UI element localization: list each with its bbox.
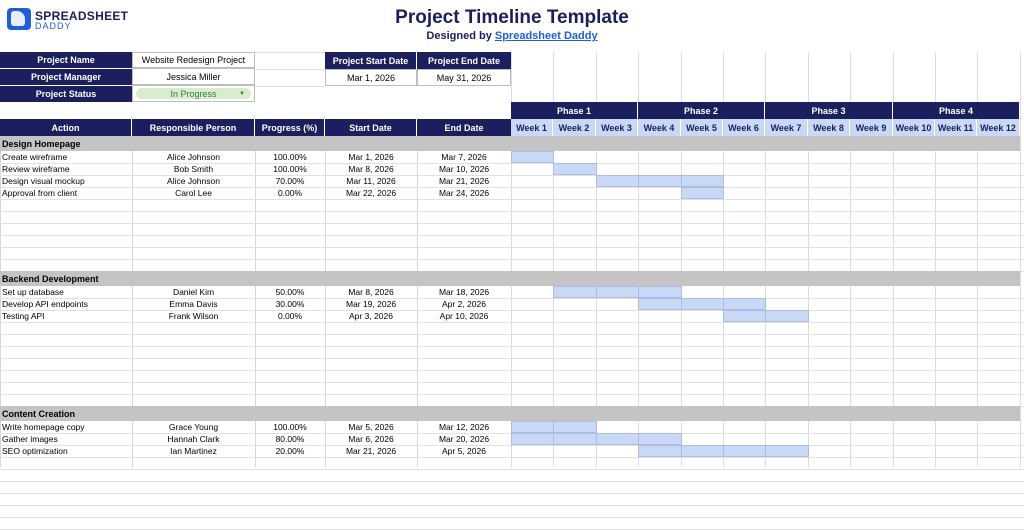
week-header-7: Week 7 [765,119,808,136]
gantt-bar [638,298,682,310]
row-line [0,505,1024,506]
grid-row-line [255,86,325,87]
table-row[interactable] [0,445,1020,457]
row-line [0,247,1024,248]
task-start: Mar 21, 2026 [345,446,397,456]
project-end-value[interactable]: May 31, 2026 [417,69,511,86]
gantt-bar [511,151,554,163]
col-header-start: Start Date [325,119,417,136]
logo-text-top: SPREADSHEET [35,9,129,23]
task-person: Alice Johnson [167,152,220,162]
task-person: Alice Johnson [167,176,220,186]
task-start: Mar 8, 2026 [348,287,394,297]
phase-header-3: Phase 3 [765,102,893,119]
task-start: Mar 6, 2026 [348,434,394,444]
project-status-value: In Progress [170,88,217,99]
task-end: Apr 10, 2026 [439,311,489,321]
gantt-bar [511,421,554,433]
week-header-10: Week 10 [893,119,935,136]
col-header-action: Action [0,119,132,136]
gantt-bar [681,298,724,310]
task-progress: 20.00% [275,446,305,456]
task-start: Mar 1, 2026 [348,152,394,162]
phase-header-4: Phase 4 [893,102,1020,119]
status-chip[interactable] [136,88,251,99]
task-person: Frank Wilson [168,311,219,321]
gantt-bar [596,175,639,187]
gantt-bar [765,445,809,457]
dropdown-arrow-icon[interactable]: ▼ [239,90,245,97]
col-header-end: End Date [417,119,511,136]
row-line [0,469,1024,470]
task-action: Testing API [2,311,45,321]
task-action: Create wireframe [2,152,68,162]
table-row[interactable] [0,163,1020,175]
row-line [0,517,1024,518]
grid-row-line [255,52,325,53]
week-header-5: Week 5 [681,119,723,136]
gantt-bar [681,445,724,457]
project-end-label: Project End Date [417,52,511,69]
grid-row-line [255,69,325,70]
task-start: Apr 3, 2026 [349,311,393,321]
row-line [0,382,1024,383]
task-person: Hannah Clark [167,434,220,444]
gantt-bar [765,310,809,322]
col-header-progress: Progress (%) [255,119,325,136]
task-end: Mar 12, 2026 [438,422,490,432]
row-line [0,358,1024,359]
gantt-bar [681,187,724,199]
week-header-8: Week 8 [808,119,850,136]
task-progress: 50.00% [275,287,305,297]
task-person: Ian Martinez [170,446,217,456]
row-line [0,223,1024,224]
task-start: Mar 22, 2026 [345,188,397,198]
week-header-12: Week 12 [977,119,1020,136]
phase-header-2: Phase 2 [638,102,765,119]
task-progress: 70.00% [275,176,305,186]
row-line [0,235,1024,236]
spreadsheet-daddy-link[interactable]: Spreadsheet Daddy [494,30,598,42]
table-row[interactable] [0,421,1020,433]
project-status-label: Project Status [0,85,132,102]
task-person: Carol Lee [175,188,212,198]
gantt-bar [638,175,682,187]
col-header-person: Responsible Person [132,119,255,136]
row-line [0,370,1024,371]
task-action: Write homepage copy [2,422,85,432]
table-row[interactable] [0,310,1020,322]
section-header: Backend Development [0,271,1020,286]
task-end: Mar 20, 2026 [438,434,490,444]
table-row[interactable] [0,175,1020,187]
task-progress: 30.00% [275,299,305,309]
row-line [0,322,1024,323]
task-start: Mar 8, 2026 [348,164,394,174]
row-line [0,259,1024,260]
gantt-bar [553,421,597,433]
project-status-cell[interactable] [132,85,255,102]
project-name-value[interactable]: Website Redesign Project [132,52,255,68]
week-header-9: Week 9 [850,119,893,136]
task-person: Emma Davis [169,299,218,309]
task-start: Mar 5, 2026 [348,422,394,432]
week-header-11: Week 11 [935,119,977,136]
week-header-1: Week 1 [511,119,553,136]
row-line [0,211,1024,212]
row-line [0,199,1024,200]
gantt-bar [596,433,639,445]
task-action: SEO optimization [2,446,68,456]
gantt-bar [638,445,682,457]
subtitle-prefix: Designed by [426,30,495,42]
table-row[interactable] [0,298,1020,310]
task-end: Mar 21, 2026 [438,176,490,186]
project-manager-value[interactable]: Jessica Miller [132,68,255,85]
gantt-bar [553,163,597,175]
task-end: Apr 2, 2026 [442,299,486,309]
task-action: Review wireframe [2,164,70,174]
task-progress: 0.00% [277,311,303,321]
gantt-bar [638,286,682,298]
task-person: Bob Smith [173,164,214,174]
week-header-4: Week 4 [638,119,681,136]
task-start: Mar 11, 2026 [346,176,396,186]
task-end: Mar 18, 2026 [438,287,490,297]
gantt-bar [681,175,724,187]
row-line [0,346,1024,347]
task-end: Mar 7, 2026 [441,152,487,162]
task-action: Set up database [2,287,64,297]
table-row[interactable] [0,187,1020,199]
gantt-bar [553,433,597,445]
section-header: Design Homepage [0,136,1020,151]
task-end: Mar 24, 2026 [438,188,490,198]
task-person: Grace Young [168,422,219,432]
task-progress: 100.00% [273,152,307,162]
row-line [0,481,1024,482]
phase-header-1: Phase 1 [511,102,638,119]
gantt-bar [638,433,682,445]
gantt-bar [723,298,766,310]
row-line [0,457,1024,458]
task-person: Daniel Kim [172,287,215,297]
task-progress: 100.00% [273,422,307,432]
task-progress: 100.00% [273,164,307,174]
gantt-bar [723,310,766,322]
task-progress: 0.00% [277,188,303,198]
week-header-6: Week 6 [723,119,765,136]
task-action: Approval from client [2,188,78,198]
page-subtitle [0,30,1024,42]
task-action: Gather images [2,434,58,444]
project-manager-label: Project Manager [0,68,132,85]
row-line [0,493,1024,494]
task-start: Mar 19, 2026 [345,299,397,309]
table-row[interactable] [0,286,1020,298]
task-action: Design visual mockup [2,176,85,186]
task-end: Mar 10, 2026 [438,164,490,174]
gantt-bar [596,286,639,298]
gantt-bar [511,433,554,445]
section-header: Content Creation [0,406,1020,421]
week-header-3: Week 3 [596,119,638,136]
task-action: Develop API endpoints [2,299,89,309]
project-name-label: Project Name [0,52,132,68]
week-header-2: Week 2 [553,119,596,136]
page-title: Project Timeline Template [395,7,629,28]
gantt-bar [553,286,597,298]
row-line [0,334,1024,335]
table-row[interactable] [0,433,1020,445]
gantt-bar [723,445,766,457]
task-progress: 80.00% [275,434,305,444]
project-start-value[interactable]: Mar 1, 2026 [325,69,417,86]
task-end: Apr 5, 2026 [442,446,486,456]
table-row[interactable] [0,151,1020,163]
row-line [0,394,1024,395]
logo-text-bottom: DADDY [35,21,72,31]
project-start-label: Project Start Date [325,52,417,69]
